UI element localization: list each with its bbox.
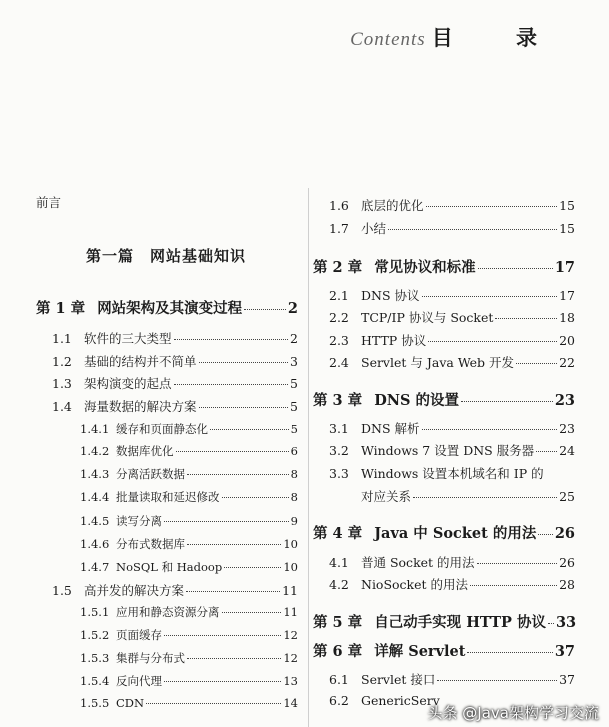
toc-entry[interactable] [313, 331, 575, 349]
entry-label: 软件的三大类型 [84, 331, 172, 346]
toc-entry[interactable] [36, 297, 298, 318]
entry-label: 网站架构及其演变过程 [97, 300, 243, 317]
entry-page: 5 [290, 376, 298, 391]
leader-dots [538, 534, 552, 535]
leader-dots [388, 229, 557, 230]
entry-number: 第 1 章 [36, 300, 86, 317]
entry-number: 1.4.1 [80, 422, 110, 436]
entry-page: 2 [287, 300, 298, 317]
leader-dots [174, 339, 289, 340]
leader-dots [210, 429, 289, 430]
leader-dots [187, 474, 289, 475]
entry-label: 海量数据的解决方案 [84, 399, 197, 414]
toc-entry[interactable] [313, 353, 575, 371]
entry-page: 26 [554, 525, 575, 542]
entry-number: 1.4.7 [80, 560, 110, 574]
entry-page: 11 [283, 605, 298, 619]
entry-label: 详解 Servlet [374, 643, 466, 660]
toc-entry[interactable] [36, 581, 298, 599]
entry-number: 第 2 章 [313, 259, 363, 276]
entry-number: 1.5.4 [80, 674, 110, 688]
entry-number: 1.5 [52, 583, 72, 598]
toc-entry[interactable] [36, 352, 298, 370]
entry-number: 1.4 [52, 399, 72, 414]
entry-label: Windows 设置本机域名和 IP 的 [361, 466, 544, 481]
toc-entry[interactable] [36, 466, 298, 482]
toc-entry[interactable] [36, 650, 298, 666]
leader-dots [461, 401, 553, 402]
leader-dots [164, 521, 289, 522]
entry-label: 应用和静态资源分离 [116, 605, 220, 619]
entry-number: 1.5.5 [80, 696, 110, 710]
entry-page: 14 [283, 696, 298, 710]
entry-page: 24 [559, 443, 575, 458]
toc-entry[interactable] [313, 419, 575, 437]
entry-number: 1.7 [329, 221, 349, 236]
toc-entry[interactable] [36, 604, 298, 620]
entry-number: 第 3 章 [313, 392, 363, 409]
entry-number: 2.2 [329, 310, 349, 325]
leader-dots [199, 407, 289, 408]
entry-number: 1.5.3 [80, 651, 110, 665]
leader-dots [244, 309, 286, 310]
entry-number: 2.3 [329, 333, 349, 348]
toc-entry[interactable] [36, 673, 298, 689]
entry-label: 小结 [361, 221, 387, 236]
leader-dots [199, 362, 289, 363]
leader-dots [164, 635, 281, 636]
contents-script-title: Contents [350, 29, 426, 50]
entry-number: 2.1 [329, 288, 349, 303]
entry-label: 分布式数据库 [116, 537, 185, 551]
toc-entry[interactable] [36, 489, 298, 505]
entry-number: 1.5.2 [80, 628, 110, 642]
entry-label: DNS 解析 [361, 421, 420, 436]
entry-number: 1.4.6 [80, 537, 110, 551]
entry-number: 3.2 [329, 443, 349, 458]
toc-entry[interactable] [313, 441, 575, 459]
entry-label: Servlet 与 Java Web 开发 [361, 355, 515, 370]
entry-label: Windows 7 设置 DNS 服务器 [361, 443, 535, 458]
entry-number: 2.4 [329, 355, 349, 370]
leader-dots [536, 451, 557, 452]
toc-entry[interactable] [313, 575, 575, 593]
entry-number: 1.6 [329, 198, 349, 213]
entry-page: 3 [290, 354, 298, 369]
entry-label: DNS 的设置 [374, 392, 460, 409]
leader-dots [222, 497, 289, 498]
toc-entry[interactable] [313, 286, 575, 304]
entry-page: 37 [559, 672, 575, 687]
entry-page: 9 [290, 514, 298, 528]
watermark-label: 头条 @Java架构学习交流 [427, 704, 599, 722]
leader-dots [516, 363, 557, 364]
entry-number: 1.4.5 [80, 514, 110, 528]
entry-label: NioSocket 的用法 [361, 577, 469, 592]
entry-number: 1.4.3 [80, 467, 110, 481]
leader-dots [477, 563, 558, 564]
toc-entry[interactable] [313, 522, 575, 543]
entry-label: 数据库优化 [116, 444, 174, 458]
entry-page: 5 [290, 399, 298, 414]
entry-label: NoSQL 和 Hadoop [116, 560, 223, 574]
entry-page: 15 [559, 198, 575, 213]
entry-page: 8 [290, 467, 298, 481]
entry-number: 1.5.1 [80, 605, 110, 619]
leader-dots [428, 341, 557, 342]
entry-page: 12 [283, 651, 298, 665]
leader-dots [224, 567, 281, 568]
toc-entry[interactable] [36, 627, 298, 643]
entry-label: 批量读取和延迟修改 [116, 490, 220, 504]
entry-page: 2 [290, 331, 298, 346]
leader-dots [186, 591, 280, 592]
entry-label: DNS 协议 [361, 288, 420, 303]
leader-dots [426, 206, 558, 207]
entry-number: 1.4.4 [80, 490, 110, 504]
entry-page: 11 [282, 583, 298, 598]
entry-page: 6 [290, 444, 298, 458]
entry-number: 4.1 [329, 555, 349, 570]
toc-entry[interactable] [313, 389, 575, 410]
entry-label: 集群与分布式 [116, 651, 185, 665]
entry-page: 5 [290, 422, 298, 436]
leader-dots [422, 429, 558, 430]
toc-preface[interactable]: 前言 [36, 195, 62, 210]
entry-page: 23 [559, 421, 575, 436]
toc-entry[interactable] [36, 421, 298, 437]
leader-dots [176, 451, 289, 452]
leader-dots [437, 680, 557, 681]
leader-dots [413, 497, 557, 498]
entry-page: 17 [554, 259, 575, 276]
entry-number: 3.1 [329, 421, 349, 436]
leader-dots [470, 585, 557, 586]
toc-entry[interactable] [36, 443, 298, 459]
toc-entry[interactable] [313, 308, 575, 326]
entry-label: GenericServ [361, 693, 440, 708]
toc-entry[interactable] [313, 640, 575, 661]
entry-label: Java 中 Socket 的用法 [374, 525, 537, 542]
entry-label: 自己动手实现 HTTP 协议 [374, 614, 546, 631]
entry-page: 13 [283, 674, 298, 688]
toc-entry[interactable] [36, 536, 298, 552]
entry-label: 基础的结构并不简单 [84, 354, 197, 369]
entry-label: TCP/IP 协议与 Socket [361, 310, 494, 325]
entry-number: 3.3 [329, 466, 349, 481]
entry-label: 高并发的解决方案 [84, 583, 185, 598]
toc-entry[interactable] [313, 219, 575, 237]
toc-entry-continuation[interactable] [313, 487, 575, 505]
entry-number: 1.2 [52, 354, 72, 369]
entry-page: 28 [559, 577, 575, 592]
toc-entry[interactable] [36, 513, 298, 529]
entry-page: 37 [554, 643, 575, 660]
entry-page: 8 [290, 490, 298, 504]
entry-page: 20 [559, 333, 575, 348]
toc-entry[interactable] [313, 256, 575, 277]
leader-dots [467, 652, 552, 653]
entry-number: 第 5 章 [313, 614, 363, 631]
toc-entry[interactable] [36, 696, 298, 710]
leader-dots [548, 623, 554, 624]
entry-page: 23 [554, 392, 575, 409]
entry-number: 1.3 [52, 376, 72, 391]
page-header [350, 22, 565, 52]
entry-label: 读写分离 [116, 514, 162, 528]
toc-entry[interactable] [36, 374, 298, 392]
leader-dots [164, 681, 281, 682]
leader-dots [495, 318, 557, 319]
entry-label: 反向代理 [116, 674, 162, 688]
entry-number: 第 6 章 [313, 643, 363, 660]
entry-number: 6.1 [329, 672, 349, 687]
entry-page: 10 [283, 560, 298, 574]
leader-dots [187, 544, 281, 545]
entry-page: 25 [559, 489, 575, 504]
entry-page: 17 [559, 288, 575, 303]
column-divider [308, 188, 309, 727]
entry-page: 33 [555, 614, 577, 631]
entry-label: HTTP 协议 [361, 333, 427, 348]
leader-dots [146, 703, 281, 704]
leader-dots [187, 658, 281, 659]
entry-page: 10 [283, 537, 298, 551]
entry-label: 底层的优化 [361, 198, 424, 213]
page-title: 目 录 [431, 25, 565, 50]
leader-dots [422, 296, 558, 297]
entry-label: 架构演变的起点 [84, 376, 172, 391]
entry-label: CDN [116, 696, 145, 710]
entry-label: 对应关系 [361, 489, 412, 504]
entry-label: Servlet 接口 [361, 672, 436, 687]
entry-number: 1.1 [52, 331, 72, 346]
entry-page: 22 [559, 355, 575, 370]
entry-page: 26 [559, 555, 575, 570]
toc-entry[interactable] [313, 196, 575, 214]
leader-dots [222, 612, 282, 613]
leader-dots [478, 268, 553, 269]
toc-entry[interactable] [36, 397, 298, 415]
toc-entry[interactable] [36, 559, 298, 575]
entry-page: 18 [559, 310, 575, 325]
entry-label: 普通 Socket 的用法 [361, 555, 475, 570]
entry-label: 缓存和页面静态化 [116, 422, 208, 436]
entry-number: 6.2 [329, 693, 349, 708]
entry-number: 4.2 [329, 577, 349, 592]
leader-dots [174, 384, 289, 385]
entry-label: 常见协议和标准 [374, 259, 476, 276]
entry-page: 12 [283, 628, 298, 642]
toc-entry[interactable] [36, 329, 298, 347]
entry-number: 1.4.2 [80, 444, 110, 458]
entry-label: 分离活跃数据 [116, 467, 185, 481]
entry-number: 第 4 章 [313, 525, 363, 542]
toc-entry[interactable] [313, 611, 575, 632]
part-title: 第一篇 网站基础知识 [86, 247, 247, 265]
entry-label: 页面缓存 [116, 628, 162, 642]
entry-page: 15 [559, 221, 575, 236]
toc-entry[interactable] [313, 553, 575, 571]
toc-entry[interactable] [313, 670, 575, 688]
toc-entry[interactable] [313, 464, 575, 482]
